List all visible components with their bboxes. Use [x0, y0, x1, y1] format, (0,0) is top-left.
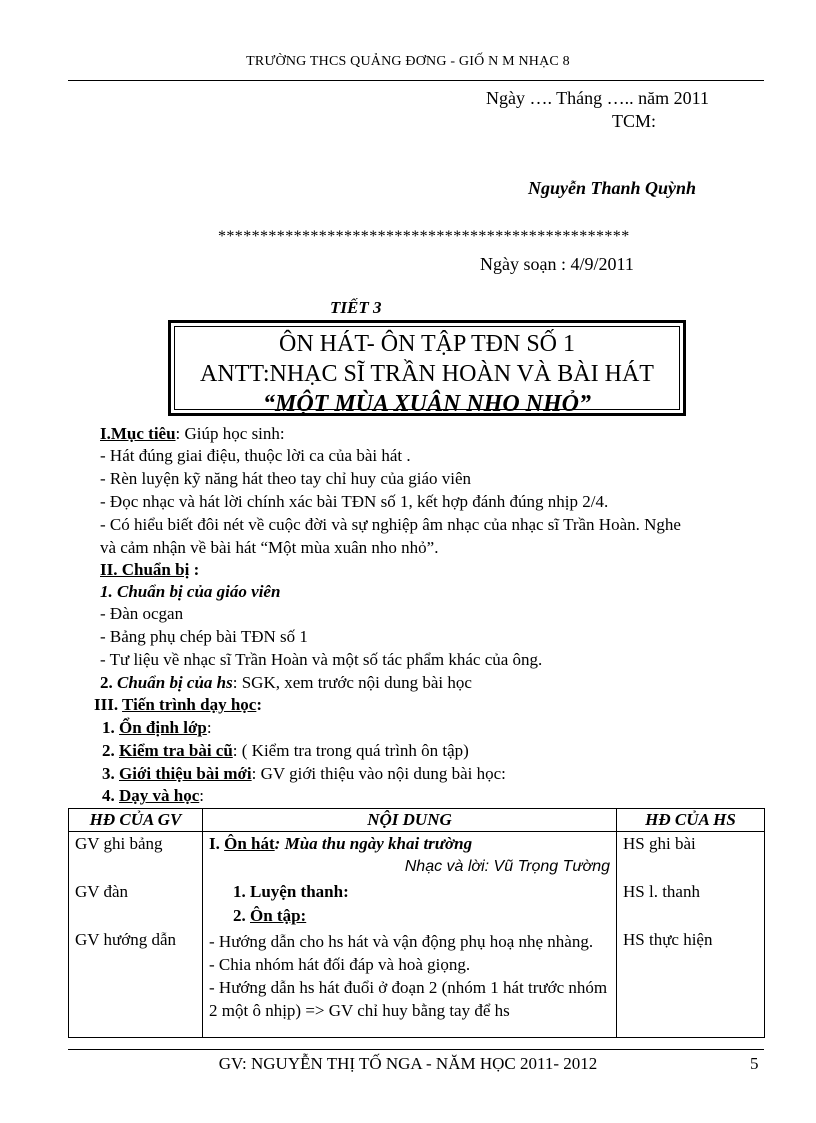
- content-item: - Chia nhóm hát đối đáp và hoà giọng.: [209, 955, 471, 974]
- hs-activity-cell: [617, 832, 765, 1038]
- lesson-number: TIẾT 3: [330, 298, 382, 317]
- preparation-heading: II. Chuẩn bị :: [100, 560, 200, 579]
- approval-date: Ngày …. Tháng ….. năm 2011: [486, 88, 709, 108]
- sub-step-review: 2. Ôn tập:: [233, 906, 307, 925]
- col-header-hs: HĐ CỦA HS: [617, 809, 765, 832]
- col-header-content: NỘI DUNG: [203, 809, 617, 832]
- objectives-label: I.Mục tiêu: [100, 424, 176, 443]
- teacher-prep-item: - Đàn ocgan: [100, 604, 184, 623]
- hs-activity: HS ghi bài: [623, 834, 696, 853]
- objectives-heading: [100, 424, 285, 444]
- header-rule: [68, 80, 764, 81]
- content-item: - Hướng dẫn cho hs hát và vận động phụ hoạ nhẹ nhàng.: [209, 932, 594, 951]
- teacher-prep-heading: 1. Chuẩn bị của giáo viên: [100, 582, 281, 601]
- objective-item: - Có hiểu biết đôi nét về cuộc đời và sự nghiệp âm nhạc của nhạc sĩ Trần Hoàn. Nghe: [100, 515, 681, 534]
- objectives-intro: : Giúp học sinh:: [175, 424, 285, 443]
- content-cell: [203, 832, 617, 1038]
- lesson-title-line2: ANTT:NHẠC SĨ TRẦN HOÀN VÀ BÀI HÁT: [200, 361, 654, 387]
- process-label: Tiến trình dạy học: [122, 695, 257, 714]
- lesson-title-line1: ÔN HÁT- ÔN TẬP TĐN SỐ 1: [278, 331, 576, 357]
- table-row: [69, 832, 765, 1038]
- gv-activity: GV hướng dẫn: [75, 930, 176, 949]
- section-heading: I. Ôn hát: Mùa thu ngày khai trường: [209, 834, 473, 853]
- hs-activity: HS l. thanh: [623, 882, 700, 901]
- lesson-table: [68, 808, 765, 1038]
- song-credit: Nhạc và lời: Vũ Trọng Tường: [404, 858, 610, 875]
- sub-step-warmup: 1. Luyện thanh:: [233, 882, 349, 901]
- process-step: 3. Giới thiệu bài mới: GV giới thiệu vào nội dung bài học:: [102, 764, 506, 783]
- page-number: 5: [750, 1054, 759, 1073]
- song-title: : Mùa thu ngày khai trường: [274, 834, 473, 853]
- approval-tcm: TCM:: [612, 111, 657, 131]
- lesson-title-box: [168, 320, 686, 416]
- page-footer: GV: NGUYỄN THỊ TỐ NGA - NĂM HỌC 2011- 2012: [218, 1054, 598, 1073]
- objective-item: - Đọc nhạc và hát lời chính xác bài TĐN số 1, kết hợp đánh đúng nhịp 2/4.: [100, 492, 609, 511]
- objective-item: - Rèn luyện kỹ năng hát theo tay chỉ huy của giáo viên: [100, 469, 472, 488]
- col-header-gv: HĐ CỦA GV: [69, 809, 203, 832]
- content-item: - Hướng dẫn hs hát đuổi ở đoạn 2 (nhóm 1 hát trước nhóm 2 một ô nhịp) => GV chỉ huy bằng tay để hs: [209, 978, 608, 1020]
- prep-date: Ngày soạn : 4/9/2011: [480, 254, 634, 274]
- lesson-title-line3: “MỘT MÙA XUÂN NHO NHỎ”: [262, 391, 592, 417]
- objective-item: và cảm nhận về bài hát “Một mùa xuân nho nhỏ”.: [100, 538, 439, 557]
- preparation-label: II. Chuẩn bị: [100, 560, 190, 579]
- process-step: 4. Dạy và học:: [102, 786, 205, 805]
- approval-signer: Nguyễn Thanh Quỳnh: [528, 178, 697, 198]
- teacher-prep-item: - Tư liệu về nhạc sĩ Trần Hoàn và một số tác phẩm khác của ông.: [100, 650, 543, 669]
- gv-activity-cell: [69, 832, 203, 1038]
- process-heading: III. Tiến trình dạy học:: [94, 695, 263, 714]
- process-step: 1. Ổn định lớp:: [102, 718, 212, 737]
- process-step: 2. Kiểm tra bài cũ: ( Kiểm tra trong quá trình ôn tập): [102, 741, 469, 760]
- gv-activity: GV đàn: [75, 882, 129, 901]
- teacher-prep-item: - Bảng phụ chép bài TĐN số 1: [100, 627, 308, 646]
- page-header: TRƯỜNG THCS QUẢNG ĐƠNG - GIỐ N M NHẠC 8: [246, 54, 570, 69]
- separator-stars: *************************************************: [218, 228, 630, 245]
- student-prep: 2. Chuẩn bị của hs: SGK, xem trước nội dung bài học: [100, 673, 472, 692]
- hs-activity: HS thực hiện: [623, 930, 713, 949]
- objective-item: - Hát đúng giai điệu, thuộc lời ca của bài hát .: [100, 446, 411, 465]
- footer-rule: [68, 1049, 764, 1050]
- table-header-row: [69, 809, 765, 832]
- student-prep-label: Chuẩn bị của hs: [117, 673, 233, 692]
- gv-activity: GV ghi bảng: [75, 834, 163, 853]
